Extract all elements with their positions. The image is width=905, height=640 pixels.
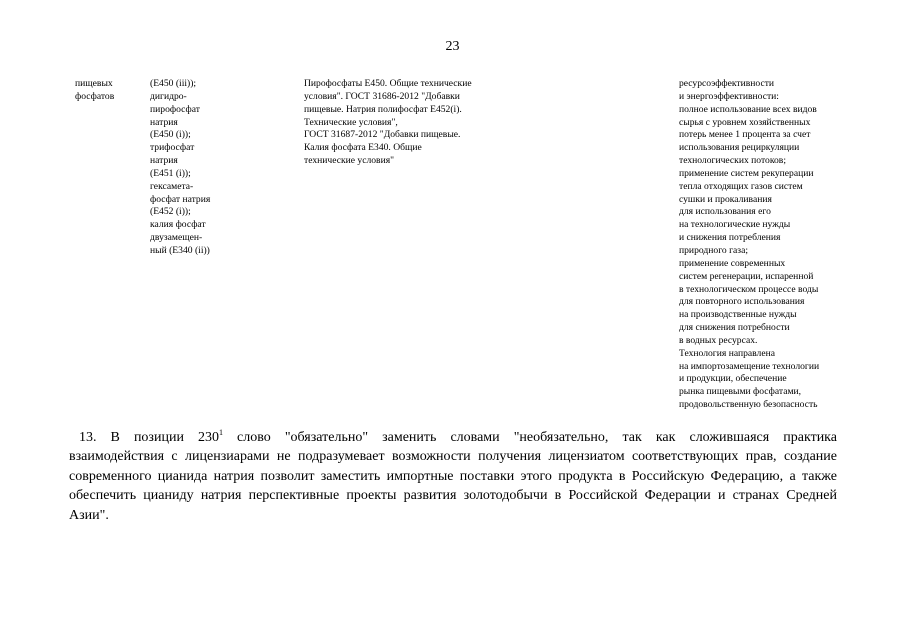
amendment-line: современного цианида натрия позволит заместить импортные поставки этого продукта в Российскую Федерацию, а также	[69, 468, 837, 484]
table-column-substances	[150, 78, 210, 258]
table-column-product	[75, 78, 114, 104]
amendment-line: взаимодействия с лицензиарами не подразумевает возможности получения лицензиатом соответствующих прав, создание	[69, 449, 837, 465]
table-cell-line: условия". ГОСТ 31686-2012 "Добавки	[304, 90, 460, 102]
table-cell-line: технологических потоков;	[679, 155, 786, 167]
table-cell-line: природного газа;	[679, 244, 748, 256]
table-cell-line: на технологические нужды	[679, 219, 791, 231]
table-cell-line: Калия фосфата E340. Общие	[304, 142, 422, 154]
table-cell-line: и снижения потребления	[679, 232, 781, 244]
table-column-effects	[679, 78, 819, 412]
table-cell-line: Технические условия",	[304, 116, 398, 128]
position-superscript: 1	[219, 428, 223, 437]
table-cell-line: натрия	[150, 116, 178, 128]
table-cell-line: (E451 (i));	[150, 167, 191, 179]
table-cell-line: для повторного использования	[679, 296, 805, 308]
table-cell-line: Пирофосфаты E450. Общие технические	[304, 78, 472, 89]
table-cell-line: Технология направлена	[679, 347, 775, 359]
table-cell-line: потерь менее 1 процента за счет	[679, 129, 811, 141]
table-cell-line: (E452 (i));	[150, 206, 191, 218]
table-cell-line: применение систем рекуперации	[679, 167, 814, 179]
table-cell-line: фосфатов	[75, 90, 115, 102]
amendment-paragraph	[69, 428, 837, 525]
table-cell-line: полное использование всех видов	[679, 103, 817, 115]
amendment-line: обеспечить цианиду натрия перспективные проекты развития золотодобычи в Российской Федерации и странах Средней	[69, 488, 837, 504]
table-cell-line: для использования его	[679, 206, 771, 218]
table-cell-line: трифосфат	[150, 142, 195, 154]
table-cell-line: систем регенерации, испаренной	[679, 270, 814, 282]
table-cell-line: (E450 (i));	[150, 129, 191, 141]
table-cell-line: (E450 (iii));	[150, 78, 197, 89]
table-cell-line: пирофосфат	[150, 103, 200, 115]
amendment-item-lead: 13. В позиции 230	[79, 430, 219, 445]
table-cell-line: ный (E340 (ii))	[150, 244, 210, 256]
table-cell-line: и продукции, обеспечение	[679, 373, 787, 385]
table-cell-line: тепла отходящих газов систем	[679, 180, 803, 192]
table-cell-line: на импортозамещение технологии	[679, 360, 820, 372]
table-cell-line: использования рециркуляции	[679, 142, 800, 154]
table-cell-line: ресурсоэффективности	[679, 78, 775, 89]
table-cell-line: сырья с уровнем хозяйственных	[679, 116, 811, 128]
table-cell-line: пищевые. Натрия полифосфат E452(i).	[304, 103, 462, 115]
table-cell-line: в водных ресурсах.	[679, 334, 758, 346]
table-cell-line: ГОСТ 31687-2012 "Добавки пищевые.	[304, 129, 461, 141]
page-number: 23	[445, 39, 460, 54]
table-cell-line: применение современных	[679, 257, 786, 269]
table-cell-line: и энергоэффективности:	[679, 90, 779, 102]
table-cell-line: рынка пищевыми фосфатами,	[679, 386, 802, 398]
table-cell-line: калия фосфат	[150, 219, 206, 231]
table-cell-line: двузамещен-	[150, 232, 203, 244]
table-cell-line: дигидро-	[150, 90, 187, 102]
table-cell-line: сушки и прокаливания	[679, 193, 772, 205]
table-column-standards	[304, 78, 472, 168]
table-cell-line: гексамета-	[150, 180, 194, 192]
table-cell-line: технические условия"	[304, 155, 395, 167]
table-cell-line: продовольственную безопасность	[679, 399, 818, 411]
table-cell-line: для снижения потребности	[679, 322, 790, 334]
table-cell-line: на производственные нужды	[679, 309, 797, 321]
amendment-line	[69, 428, 837, 447]
table-cell-line: в технологическом процессе воды	[679, 283, 819, 295]
table-cell-line: пищевых	[75, 78, 113, 89]
amendment-line-rest: слово "обязательно" заменить словами "необязательно, так как сложившаяся практика	[223, 430, 837, 445]
table-cell-line: натрия	[150, 155, 178, 167]
amendment-line: Азии".	[69, 507, 109, 523]
table-cell-line: фосфат натрия	[150, 193, 211, 205]
